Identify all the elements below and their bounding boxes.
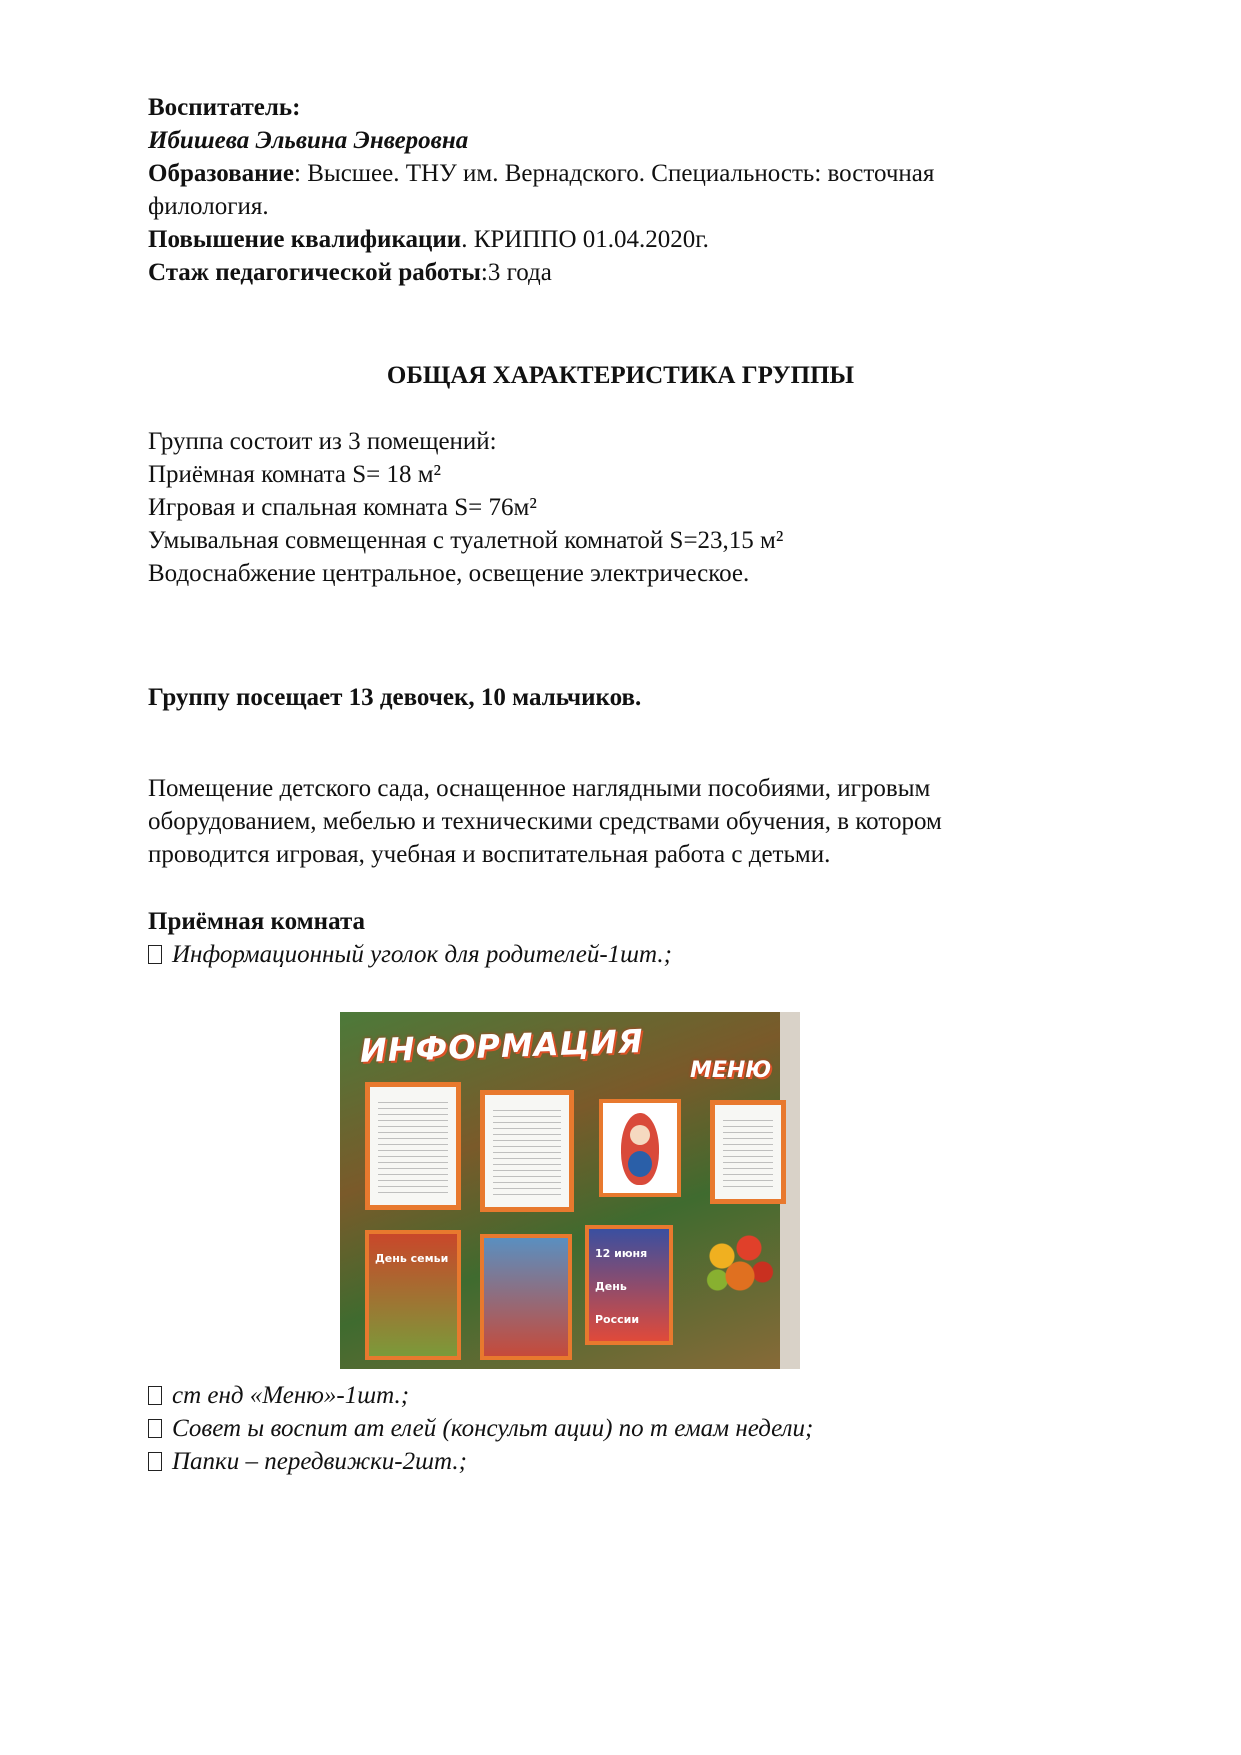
rooms-line: Умывальная совмещенная с туалетной комнатой S=23,15 м²	[148, 527, 784, 554]
rooms-line: Группа состоит из 3 помещений:	[148, 428, 497, 455]
description-line: оборудованием, мебелью и техническими средствами обучения, в котором	[148, 808, 942, 835]
section-title: ОБЩАЯ ХАРАКТЕРИСТИКА ГРУППЫ	[386, 362, 855, 389]
info-board-photo	[340, 1012, 800, 1369]
rooms-line: Игровая и спальная комната S= 76м²	[148, 494, 537, 521]
list-item	[148, 938, 672, 971]
teacher-name: Ибишева Эльвина Энверовна	[148, 127, 469, 154]
education-line-cont: филология.	[148, 193, 269, 220]
list-item	[148, 1412, 813, 1445]
qualification-text: . КРИППО 01.04.2020г.	[461, 226, 709, 253]
reception-title: Приёмная комната	[148, 908, 366, 935]
description-line: Помещение детского сада, оснащенное наглядными пособиями, игровым	[148, 775, 931, 802]
experience-line	[148, 256, 552, 289]
teacher-heading: Воспитатель:	[148, 94, 301, 121]
list-item-text: Информационный уголок для родителей-1шт.;	[172, 941, 672, 968]
experience-text: :3 года	[480, 259, 552, 286]
qualification-line	[148, 223, 709, 256]
flower-decoration	[695, 1224, 785, 1304]
photo-banner-text: ИНФОРМАЦИЯ	[359, 1021, 645, 1070]
list-item	[148, 1445, 467, 1478]
bullet-icon	[148, 1419, 162, 1438]
list-item	[148, 1379, 409, 1412]
education-label: Образование	[148, 160, 295, 187]
education-line	[148, 157, 934, 190]
description-line: проводится игровая, учебная и воспитательная работа с детьми.	[148, 841, 831, 868]
qualification-label: Повышение квалификации	[148, 226, 462, 253]
bullet-icon	[148, 1452, 162, 1471]
bullet-icon	[148, 945, 162, 964]
attendance: Группу посещает 13 девочек, 10 мальчиков.	[148, 684, 642, 711]
list-item-text: Совет ы воспит ат елей (консульт ации) по т емам недели;	[172, 1415, 814, 1442]
rooms-line: Водоснабжение центральное, освещение электрическое.	[148, 560, 750, 587]
bullet-icon	[148, 1386, 162, 1405]
photo-menu-text: МЕНЮ	[690, 1058, 772, 1083]
poster-caption: 12 июня День России	[595, 1247, 648, 1326]
list-item-text: ст енд «Меню»-1шт.;	[172, 1382, 410, 1409]
experience-label: Стаж педагогической работы	[148, 259, 481, 286]
list-item-text: Папки – передвижки-2шт.;	[172, 1448, 467, 1475]
poster-caption: День семьи	[375, 1252, 449, 1265]
rooms-line: Приёмная комната S= 18 м²	[148, 461, 442, 488]
matryoshka-image	[599, 1099, 681, 1197]
education-text: : Высшее. ТНУ им. Вернадского. Специальность: восточная	[294, 160, 935, 187]
